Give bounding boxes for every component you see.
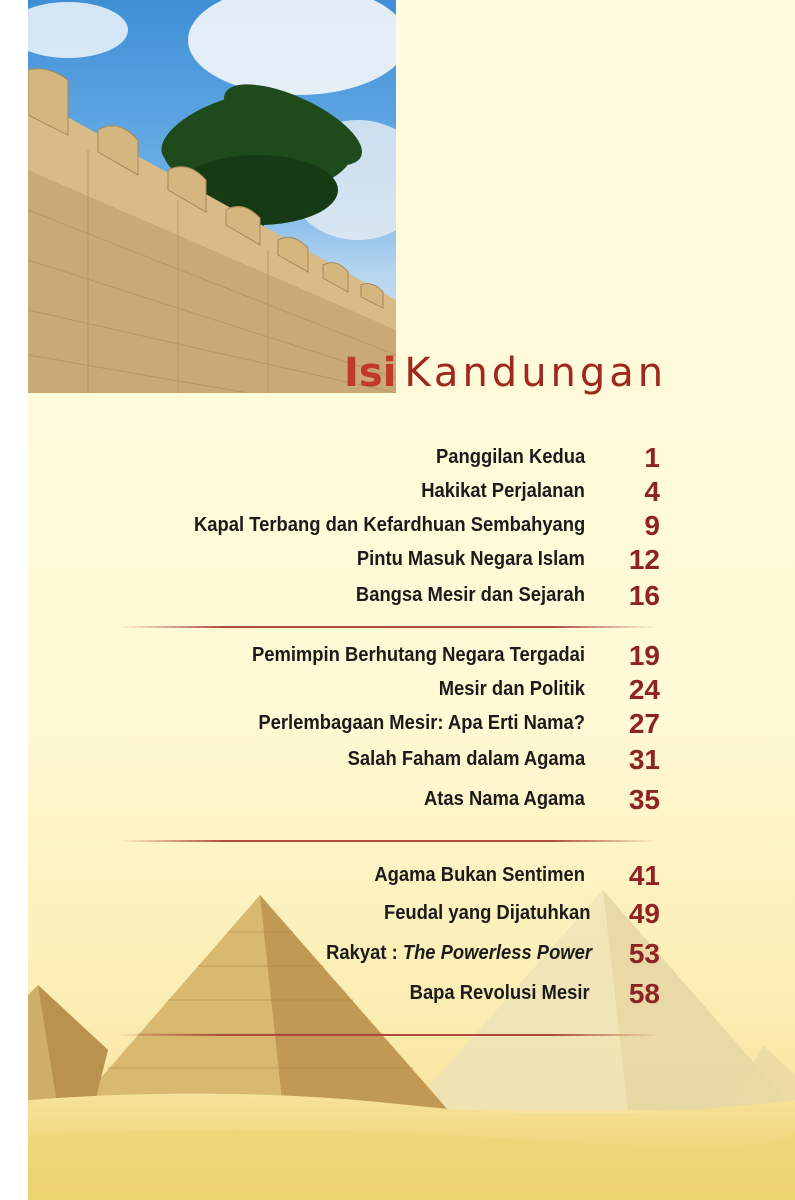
toc-entry-page: 58: [628, 978, 660, 1009]
toc-entry[interactable]: [100, 544, 660, 576]
toc-entry[interactable]: [100, 476, 660, 508]
toc-entry-page: 41: [628, 860, 660, 891]
page-heading: [344, 350, 667, 406]
heading-kandungan: Kandungan: [404, 350, 668, 396]
toc-entry[interactable]: [100, 674, 660, 706]
toc-entry-title-italic: The Powerless Power: [402, 942, 592, 964]
toc-entry-title: [326, 942, 592, 965]
section-divider: [118, 626, 658, 628]
toc-entry[interactable]: [100, 978, 660, 1010]
toc-entry-page: 35: [628, 784, 660, 815]
toc-entry-title: Kapal Terbang dan Kefardhuan Sembahyang: [193, 514, 585, 536]
section-divider: [118, 1034, 658, 1036]
toc-entry-title-prefix: Rakyat :: [326, 942, 403, 964]
toc-entry[interactable]: [100, 580, 660, 612]
toc-entry[interactable]: [100, 744, 660, 776]
section-divider: [118, 840, 658, 842]
toc-entry-title: Agama Bukan Sentimen: [374, 864, 585, 886]
toc-entry-title: Panggilan Kedua: [435, 446, 585, 468]
toc-entry-title: Bapa Revolusi Mesir: [410, 982, 590, 1004]
toc-entry-page: 24: [628, 674, 660, 705]
toc-entry[interactable]: [100, 898, 660, 930]
toc-entry-title: Pemimpin Berhutang Negara Tergadai: [252, 644, 585, 666]
toc-entry[interactable]: [100, 510, 660, 542]
toc-entry-title: Perlembagaan Mesir: Apa Erti Nama?: [258, 712, 585, 734]
toc-entry-title: Bangsa Mesir dan Sejarah: [355, 584, 585, 606]
toc-entry-page: 31: [628, 744, 660, 775]
toc-entry-page: 12: [628, 544, 660, 575]
toc-entry-page: 19: [628, 640, 660, 671]
toc-entry-page: 9: [644, 510, 660, 541]
toc-entry[interactable]: [100, 784, 660, 816]
toc-entry-page: 1: [644, 442, 660, 473]
toc-entry[interactable]: [100, 938, 660, 970]
toc-entry-title: Pintu Masuk Negara Islam: [356, 548, 585, 570]
toc-entry[interactable]: [100, 640, 660, 672]
toc-entry-page: 27: [628, 708, 660, 739]
heading-isi: Isi: [344, 350, 397, 396]
toc-entry-title: Atas Nama Agama: [424, 788, 585, 810]
toc-entry-page: 53: [628, 938, 660, 969]
toc-entry-title: Feudal yang Dijatuhkan: [383, 902, 590, 924]
toc-entry-title: Mesir dan Politik: [438, 678, 585, 700]
toc-entry-title: Salah Faham dalam Agama: [347, 748, 585, 770]
page-margin: [0, 0, 28, 1200]
toc-entry[interactable]: [100, 708, 660, 740]
fortress-wall-palm-photo: [28, 0, 396, 393]
toc-entry[interactable]: [100, 442, 660, 474]
toc-entry-title: Hakikat Perjalanan: [421, 480, 585, 502]
toc-entry-page: 4: [644, 476, 660, 507]
toc-entry-page: 16: [628, 580, 660, 611]
toc-entry-page: 49: [628, 898, 660, 929]
toc-entry[interactable]: [100, 860, 660, 892]
